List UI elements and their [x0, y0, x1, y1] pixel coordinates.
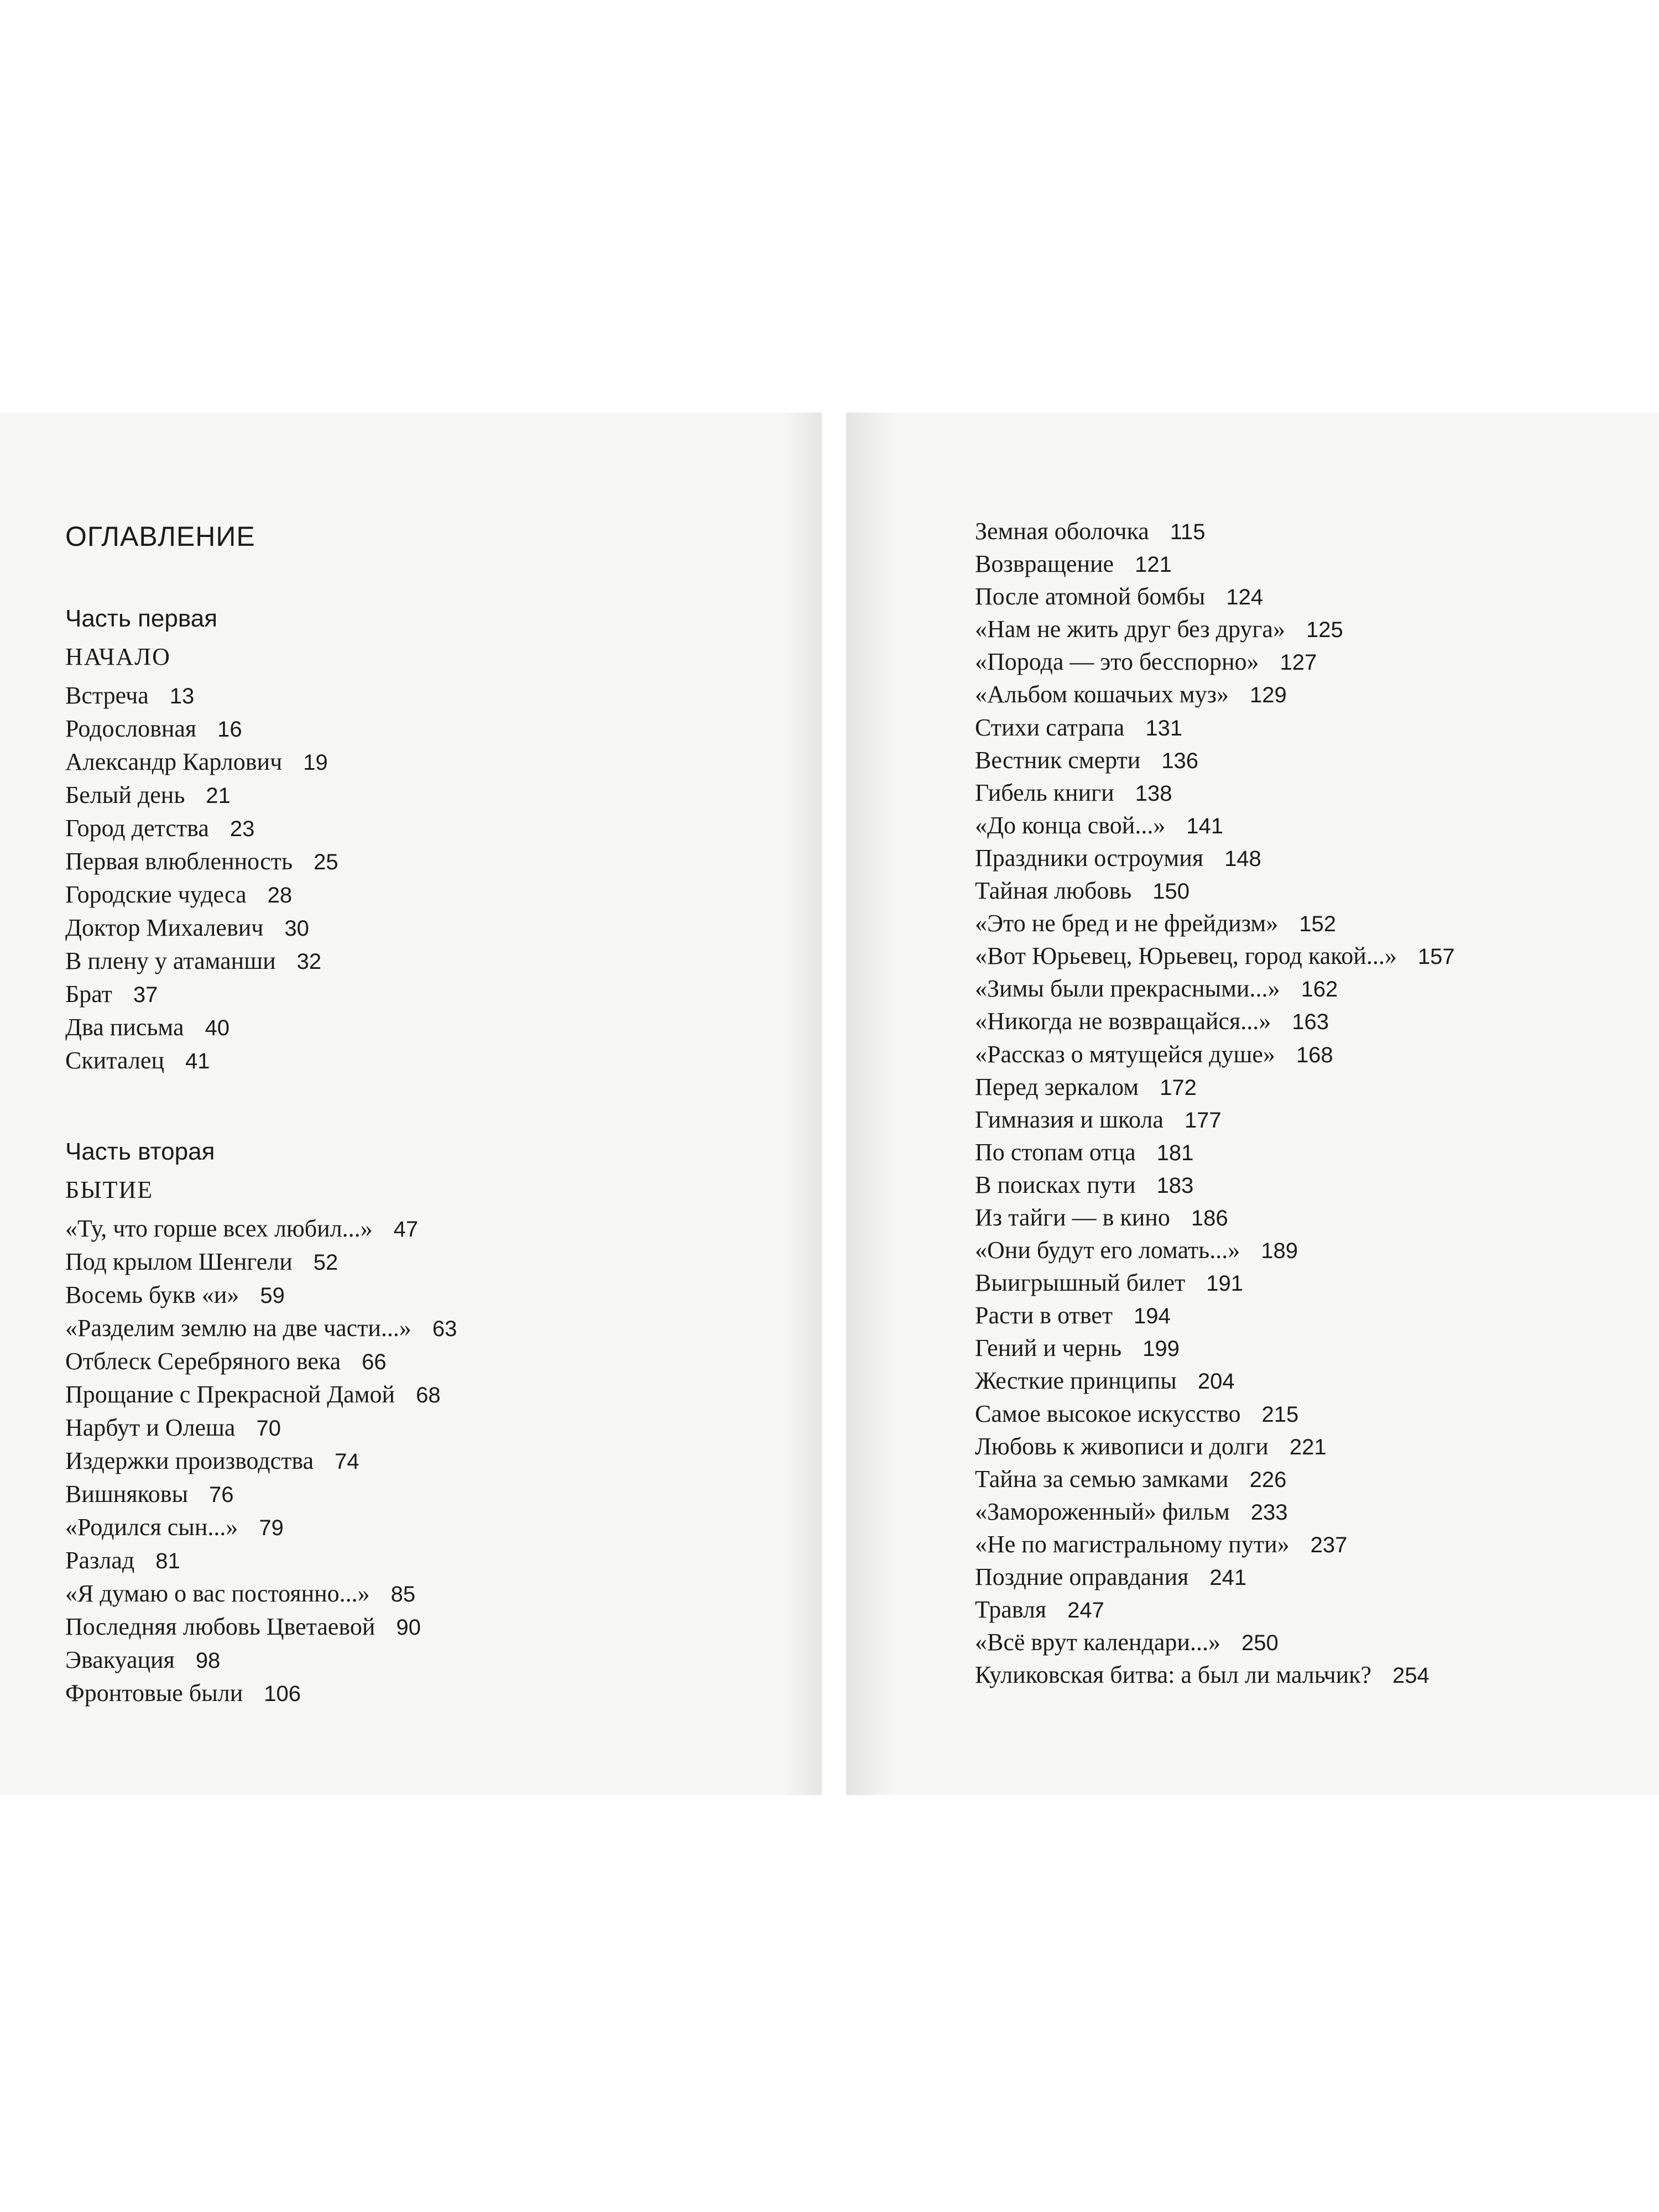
- entry-page-number: 186: [1191, 1206, 1228, 1230]
- entry-title: Возвращение: [975, 550, 1114, 578]
- entry-title: Брат: [65, 980, 112, 1008]
- toc-entry: [975, 1463, 1455, 1495]
- entry-page-number: 127: [1280, 650, 1317, 675]
- entry-title: «Никогда не возвращайся...»: [975, 1008, 1271, 1035]
- entry-title: «Я думаю о вас постоянно...»: [65, 1580, 370, 1607]
- entry-page-number: 66: [362, 1350, 387, 1374]
- part-label: Часть вторая: [65, 1138, 215, 1165]
- toc-entry: [975, 744, 1455, 776]
- entry-title: Тайная любовь: [975, 877, 1132, 905]
- toc-entry: [975, 613, 1455, 645]
- toc-entry: [65, 679, 457, 712]
- toc-entry: [65, 779, 457, 812]
- entry-page-number: 129: [1249, 683, 1287, 708]
- entry-page-number: 16: [217, 717, 242, 742]
- entry-title: Тайна за семью замками: [975, 1465, 1229, 1493]
- entry-title: Александр Карлович: [65, 748, 283, 775]
- entry-title: «Ту, что горше всех любил...»: [65, 1215, 373, 1242]
- toc-entry: [975, 678, 1455, 711]
- entry-title: «До конца свой...»: [975, 811, 1166, 839]
- entry-page-number: 189: [1261, 1239, 1298, 1264]
- entry-page-number: 163: [1292, 1010, 1329, 1035]
- entry-title: Родословная: [65, 715, 197, 742]
- entry-page-number: 70: [256, 1416, 281, 1441]
- entry-title: «Всё врут календари...»: [975, 1629, 1220, 1656]
- entry-page-number: 138: [1135, 781, 1172, 806]
- entry-page-number: 241: [1209, 1566, 1247, 1590]
- toc-entry: [65, 1212, 457, 1245]
- entry-title: Перед зеркалом: [975, 1073, 1139, 1100]
- toc-entry: [65, 978, 457, 1011]
- toc-entry: [975, 1593, 1455, 1626]
- toc-entry: [65, 1312, 457, 1345]
- entry-page-number: 68: [416, 1383, 441, 1407]
- entry-title: Расти в ответ: [975, 1302, 1113, 1329]
- entry-page-number: 131: [1145, 716, 1183, 740]
- entry-title: Издержки производства: [65, 1447, 314, 1474]
- toc-entry: [975, 1626, 1455, 1658]
- toc-entry: [65, 812, 457, 845]
- entry-title: Первая влюбленность: [65, 848, 293, 875]
- toc-entry: [65, 1644, 457, 1677]
- entry-page-number: 28: [267, 883, 293, 907]
- entry-title: Нарбут и Олеша: [65, 1414, 236, 1441]
- entry-title: Прощание с Прекрасной Дамой: [65, 1381, 395, 1408]
- toc-title: ОГЛАВЛЕНИЕ: [65, 521, 255, 552]
- entry-title: Гибель книги: [975, 779, 1114, 806]
- toc-entry: [65, 945, 457, 978]
- entry-title: Отблеск Серебряного века: [65, 1348, 341, 1375]
- entry-page-number: 150: [1152, 879, 1190, 904]
- entry-page-number: 13: [169, 684, 195, 708]
- toc-entry: [975, 1201, 1455, 1234]
- entry-title: Последняя любовь Цветаевой: [65, 1613, 375, 1640]
- entry-title: Город детства: [65, 815, 209, 842]
- toc-entry: [975, 1071, 1455, 1103]
- toc-entry: [65, 1444, 457, 1478]
- entry-page-number: 63: [432, 1317, 457, 1341]
- entry-page-number: 191: [1206, 1271, 1244, 1296]
- toc-right-column: [975, 515, 1455, 1691]
- entry-page-number: 79: [259, 1516, 284, 1540]
- entry-title: После атомной бомбы: [975, 583, 1206, 611]
- toc-entry: [975, 1038, 1455, 1071]
- entry-page-number: 181: [1156, 1140, 1194, 1165]
- toc-entry: [975, 711, 1455, 744]
- entry-title: Эвакуация: [65, 1646, 175, 1673]
- toc-entry: [975, 1364, 1455, 1397]
- entry-page-number: 47: [393, 1217, 419, 1241]
- toc-entry: [975, 1266, 1455, 1299]
- toc-entry: [65, 1544, 457, 1577]
- entry-page-number: 247: [1067, 1598, 1104, 1623]
- toc-entry: [975, 1234, 1455, 1266]
- entry-title: Куликовская битва: а был ли мальчик?: [975, 1661, 1372, 1689]
- entry-title: Из тайги — в кино: [975, 1203, 1170, 1231]
- toc-entry: [975, 842, 1455, 874]
- entry-title: «Рассказ о мятущейся душе»: [975, 1040, 1275, 1068]
- toc-entry: [65, 1478, 457, 1511]
- entry-title: Стихи сатрапа: [975, 713, 1125, 741]
- toc-entry: [975, 809, 1455, 842]
- entry-title: «Разделим землю на две части...»: [65, 1314, 411, 1342]
- entry-page-number: 152: [1299, 912, 1336, 937]
- toc-entry: [975, 1168, 1455, 1201]
- toc-entry: [975, 1658, 1455, 1691]
- entry-page-number: 98: [195, 1648, 221, 1673]
- entry-title: В плену у атаманши: [65, 947, 276, 974]
- entry-page-number: 168: [1296, 1042, 1333, 1067]
- entry-title: Самое высокое искусство: [975, 1400, 1241, 1427]
- entry-title: «Нам не жить друг без друга»: [975, 615, 1285, 643]
- toc-entry: [975, 940, 1455, 972]
- entry-page-number: 41: [185, 1049, 210, 1073]
- toc-entry: [65, 1577, 457, 1610]
- entry-title: Восемь букв «и»: [65, 1281, 239, 1308]
- entry-page-number: 172: [1160, 1075, 1197, 1100]
- toc-entry: [65, 911, 457, 945]
- entry-title: Земная оболочка: [975, 518, 1149, 545]
- entry-title: «Они будут его ломать...»: [975, 1237, 1240, 1264]
- toc-entry: [975, 1495, 1455, 1528]
- toc-entry: [975, 874, 1455, 907]
- entry-title: Выигрышный билет: [975, 1269, 1186, 1297]
- toc-entry: [65, 1411, 457, 1444]
- toc-entry: [65, 845, 457, 878]
- toc-entry: [65, 1044, 457, 1077]
- entry-page-number: 162: [1301, 977, 1338, 1002]
- toc-entry: [975, 515, 1455, 547]
- entry-title: Жесткие принципы: [975, 1367, 1177, 1395]
- entry-page-number: 81: [155, 1549, 180, 1573]
- entry-title: «Порода — это бесспорно»: [975, 648, 1259, 676]
- entry-title: Встреча: [65, 682, 149, 709]
- entry-page-number: 21: [206, 784, 231, 808]
- toc-entry: [65, 1610, 457, 1644]
- entry-title: Фронтовые были: [65, 1679, 243, 1707]
- part-name: НАЧАЛО: [65, 643, 171, 670]
- toc-left-column: [65, 520, 457, 1710]
- entry-title: Доктор Михалевич: [65, 914, 264, 941]
- entry-page-number: 74: [335, 1449, 359, 1474]
- entry-page-number: 52: [313, 1250, 338, 1275]
- entry-page-number: 148: [1224, 846, 1261, 871]
- entry-page-number: 37: [133, 983, 158, 1007]
- toc-entry: [975, 1103, 1455, 1136]
- gutter-shadow: [846, 413, 896, 1795]
- toc-entry: [975, 580, 1455, 613]
- toc-entry: [975, 645, 1455, 678]
- part-name: БЫТИЕ: [65, 1176, 154, 1203]
- entry-title: Скиталец: [65, 1047, 164, 1074]
- toc-entry: [975, 776, 1455, 809]
- entry-page-number: 215: [1261, 1402, 1299, 1427]
- entry-page-number: 59: [260, 1284, 285, 1308]
- toc-entry: [65, 745, 457, 779]
- entry-page-number: 136: [1161, 748, 1199, 773]
- entry-page-number: 157: [1417, 945, 1455, 969]
- entry-title: Белый день: [65, 781, 185, 808]
- toc-entry: [975, 1332, 1455, 1364]
- entry-title: Гимназия и школа: [975, 1105, 1164, 1133]
- entry-page-number: 40: [205, 1016, 229, 1040]
- entry-title: Городские чудеса: [65, 881, 247, 908]
- entry-title: Гений и чернь: [975, 1334, 1122, 1362]
- entry-page-number: 30: [284, 916, 309, 941]
- toc-entry: [65, 1378, 457, 1411]
- entry-page-number: 124: [1226, 585, 1264, 610]
- toc-entry: [975, 1299, 1455, 1332]
- entry-title: Вишняковы: [65, 1480, 189, 1507]
- toc-entry: [975, 1561, 1455, 1593]
- entry-title: Разлад: [65, 1547, 135, 1574]
- entry-page-number: 23: [229, 817, 255, 841]
- entry-page-number: 85: [390, 1582, 416, 1606]
- entry-page-number: 90: [396, 1615, 421, 1640]
- toc-entry: [975, 547, 1455, 580]
- entry-title: По стопам отца: [975, 1138, 1136, 1166]
- toc-entry: [975, 1005, 1455, 1037]
- entry-page-number: 177: [1184, 1108, 1222, 1133]
- toc-entry: [975, 972, 1455, 1005]
- toc-entry: [975, 1397, 1455, 1430]
- entry-page-number: 106: [264, 1682, 301, 1706]
- entry-title: Любовь к живописи и долги: [975, 1432, 1269, 1460]
- entry-title: «Зимы были прекрасными...»: [975, 975, 1280, 1003]
- entry-page-number: 204: [1197, 1369, 1235, 1394]
- entry-title: «Родился сын...»: [65, 1514, 238, 1541]
- entry-page-number: 221: [1289, 1434, 1327, 1459]
- entry-title: Поздние оправдания: [975, 1563, 1189, 1590]
- entry-page-number: 19: [303, 750, 328, 775]
- entry-title: Травля: [975, 1596, 1047, 1624]
- entry-page-number: 237: [1310, 1532, 1348, 1557]
- entry-title: «Вот Юрьевец, Юрьевец, город какой...»: [975, 942, 1397, 970]
- entry-title: В поисках пути: [975, 1171, 1136, 1198]
- entry-title: «Не по магистральному пути»: [975, 1530, 1290, 1558]
- toc-entry: [65, 1011, 457, 1044]
- toc-entry: [975, 1430, 1455, 1463]
- toc-entry: [65, 712, 457, 745]
- toc-entry: [975, 1528, 1455, 1561]
- entry-page-number: 226: [1249, 1467, 1287, 1492]
- entry-title: Под крылом Шенгели: [65, 1248, 293, 1275]
- section-gap: [65, 1077, 457, 1134]
- entry-page-number: 115: [1170, 520, 1206, 544]
- entry-page-number: 254: [1392, 1663, 1430, 1688]
- entry-title: «Это не бред и не фрейдизм»: [975, 910, 1279, 937]
- entry-page-number: 233: [1250, 1500, 1288, 1525]
- toc-entry: [65, 1345, 457, 1378]
- toc-entry: [65, 1677, 457, 1710]
- toc-entry: [975, 1136, 1455, 1168]
- entry-page-number: 32: [296, 950, 322, 974]
- toc-entry: [65, 878, 457, 911]
- toc-entry: [65, 1511, 457, 1544]
- entry-page-number: 125: [1306, 618, 1343, 643]
- entry-page-number: 183: [1156, 1173, 1194, 1198]
- entry-title: «Альбом кошачьих муз»: [975, 681, 1229, 708]
- toc-entry: [65, 1245, 457, 1279]
- entry-page-number: 141: [1186, 813, 1224, 838]
- part-label: Часть первая: [65, 605, 218, 632]
- toc-entry: [65, 1279, 457, 1312]
- entry-page-number: 199: [1142, 1337, 1180, 1361]
- entry-title: Вестник смерти: [975, 746, 1141, 774]
- gutter-shadow: [783, 413, 822, 1795]
- entry-page-number: 250: [1241, 1631, 1279, 1656]
- entry-title: «Замороженный» фильм: [975, 1498, 1230, 1525]
- entry-page-number: 121: [1135, 552, 1172, 577]
- toc-entry: [975, 907, 1455, 940]
- entry-title: Праздники остроумия: [975, 844, 1204, 872]
- entry-page-number: 25: [314, 850, 338, 874]
- entry-page-number: 194: [1134, 1304, 1171, 1329]
- entry-title: Два письма: [65, 1014, 184, 1041]
- entry-page-number: 76: [209, 1483, 234, 1507]
